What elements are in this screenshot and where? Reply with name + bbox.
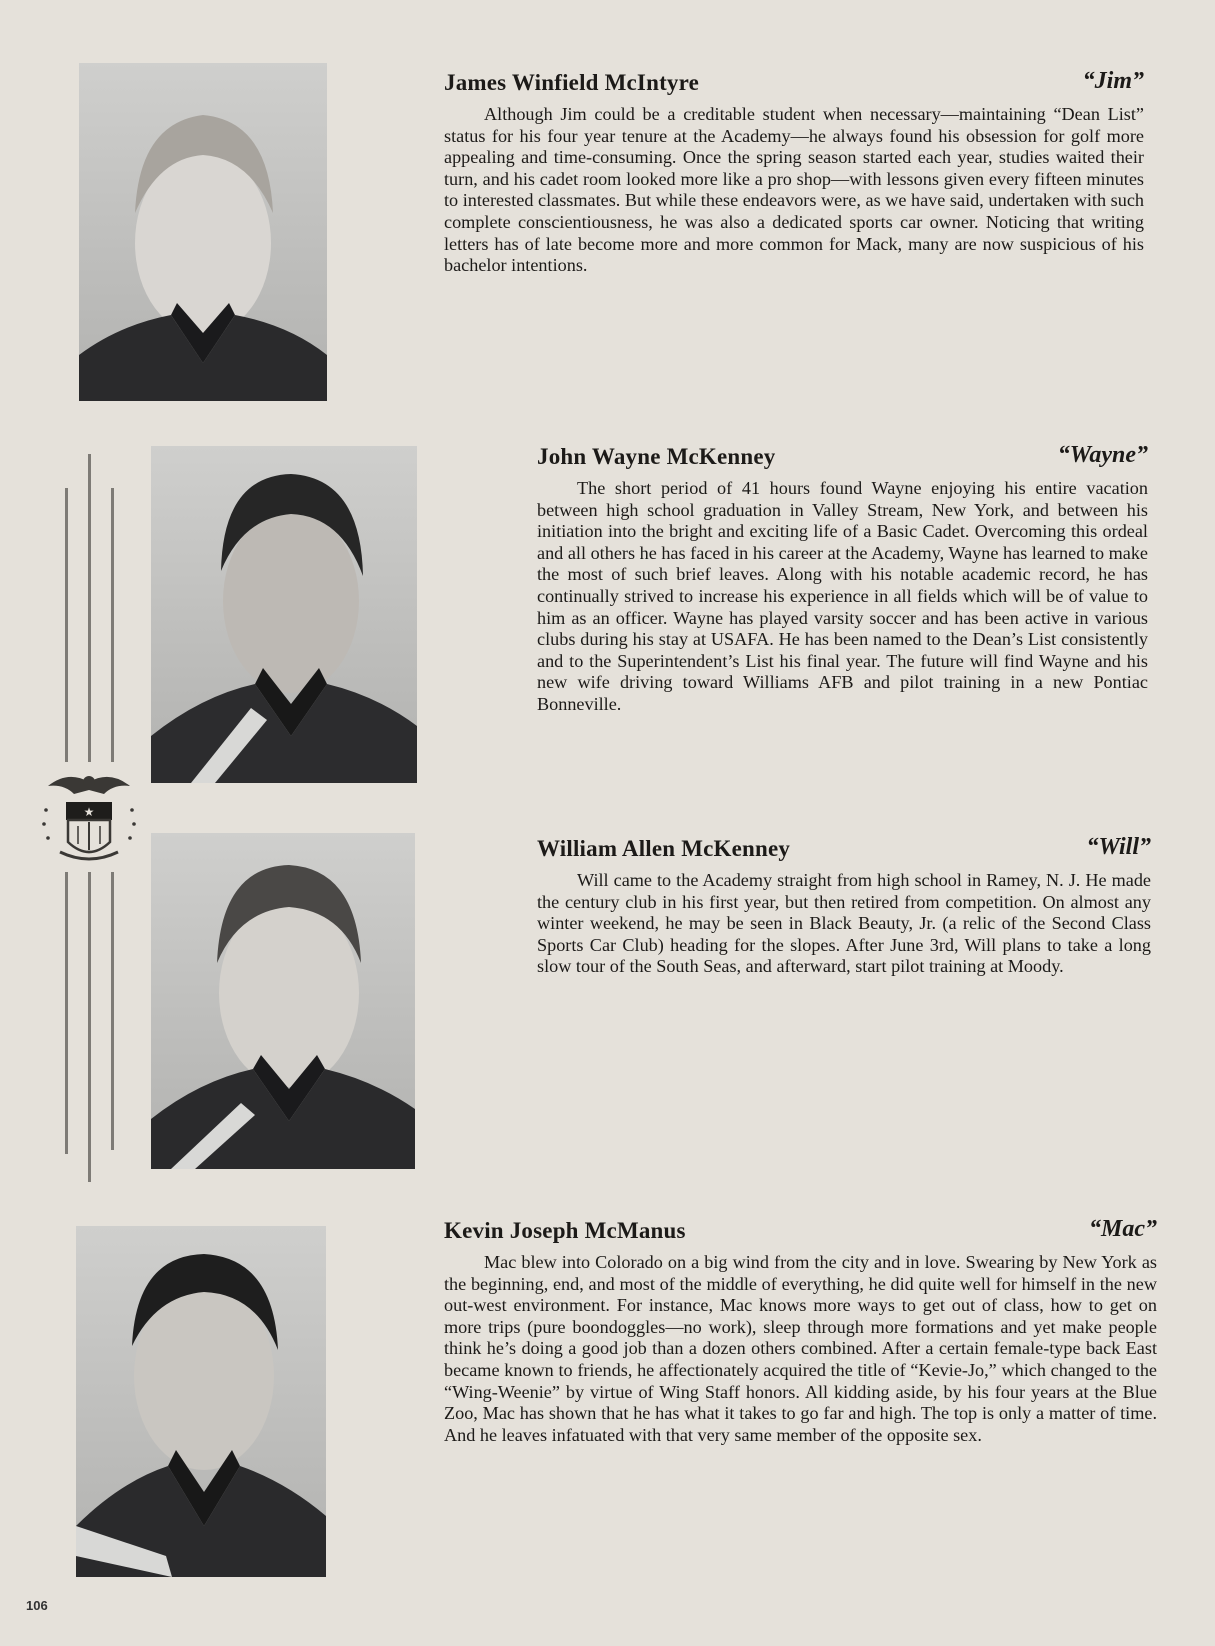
cadet-entry — [537, 444, 1148, 716]
cadet-nickname: “Will” — [1086, 834, 1151, 860]
cadet-biography: Will came to the Academy straight from high school in Ramey, N. J. He made the century club in his first year, but then retired from competition. On almost any winter weekend, he may be seen in Black Beauty, Jr. (a relic of the Second Class Sports Car Club) heading for the slopes. After June 3rd, Will plans to take a long slow tour of the South Seas, and afterward, start pilot training at Moody. — [537, 870, 1151, 977]
cadet-entry — [444, 1218, 1157, 1446]
cadet-nickname: “Jim” — [1082, 68, 1144, 94]
cadet-biography: Although Jim could be a creditable student when necessary—maintaining “Dean List” status for his four year tenure at the Academy—he always found his obsession for golf more appealing and time-consuming. Once the spring season started each year, studies waited their turn, and his cadet room looked more like a pro shop—with lessons given every fifteen minutes to interested classmates. But while these endeavors were, as we have said, undertaken with such complete conscientiousness, he was also a dedicated sports car owner. Noticing that writing letters has of late become more and more common for Mack, many are now suspicious of his bachelor intentions. — [444, 104, 1144, 276]
cadet-entry — [444, 70, 1144, 277]
portrait-photo — [76, 1226, 326, 1577]
svg-text:★: ★ — [83, 805, 95, 819]
cadet-biography: The short period of 41 hours found Wayne enjoying his entire vacation between high school graduation in Valley Stream, New York, and between his initiation into the bright and exciting life of a Basic Cadet. Overcoming this ordeal and all others he has faced in his career at the Academy, Wayne has learned to make the most of such brief leaves. Along with his notable academic record, he has continually strived to increase his experience in all fields which will be of value to him as an officer. Wayne has played varsity soccer and has been active in various clubs during his stay at USAFA. He has been named to the Dean’s List consistently and to the Superintendent’s List his final year. The future will find Wayne and his new wife driving toward Williams AFB and pilot training in a new Pontiac Bonneville. — [537, 478, 1148, 714]
cadet-nickname: “Wayne” — [1057, 442, 1148, 468]
cadet-name: John Wayne McKenney — [537, 444, 776, 469]
page-number: 106 — [26, 1598, 48, 1613]
academy-crest-icon — [38, 762, 140, 872]
portrait-photo — [151, 446, 417, 783]
cadet-nickname: “Mac” — [1089, 1216, 1157, 1242]
portrait-photo — [79, 63, 327, 401]
cadet-biography: Mac blew into Colorado on a big wind from the city and in love. Swearing by New York as the beginning, end, and most of the middle of everything, he did quite well for himself in the new out-west environment. For instance, Mac knows more ways to get out of class, how to get on more trips (pure boondoggles—no work), sleep through more formations and yet make people think he’s doing a good job than a dozen others combined. After a certain female-type back East became known to friends, he affectionately acquired the title of “Kevie-Jo,” which changed to the “Wing-Weenie” by virtue of Wing Staff honors. All kidding aside, by his four years at the Blue Zoo, Mac has shown that he has what it takes to go far and high. The top is only a matter of time. And he leaves infatuated with that very same member of the opposite sex. — [444, 1252, 1157, 1445]
cadet-name: Kevin Joseph McManus — [444, 1218, 686, 1243]
cadet-entry — [537, 836, 1151, 978]
portrait-photo — [151, 833, 415, 1169]
cadet-name: William Allen McKenney — [537, 836, 791, 861]
cadet-name: James Winfield McIntyre — [444, 70, 700, 95]
